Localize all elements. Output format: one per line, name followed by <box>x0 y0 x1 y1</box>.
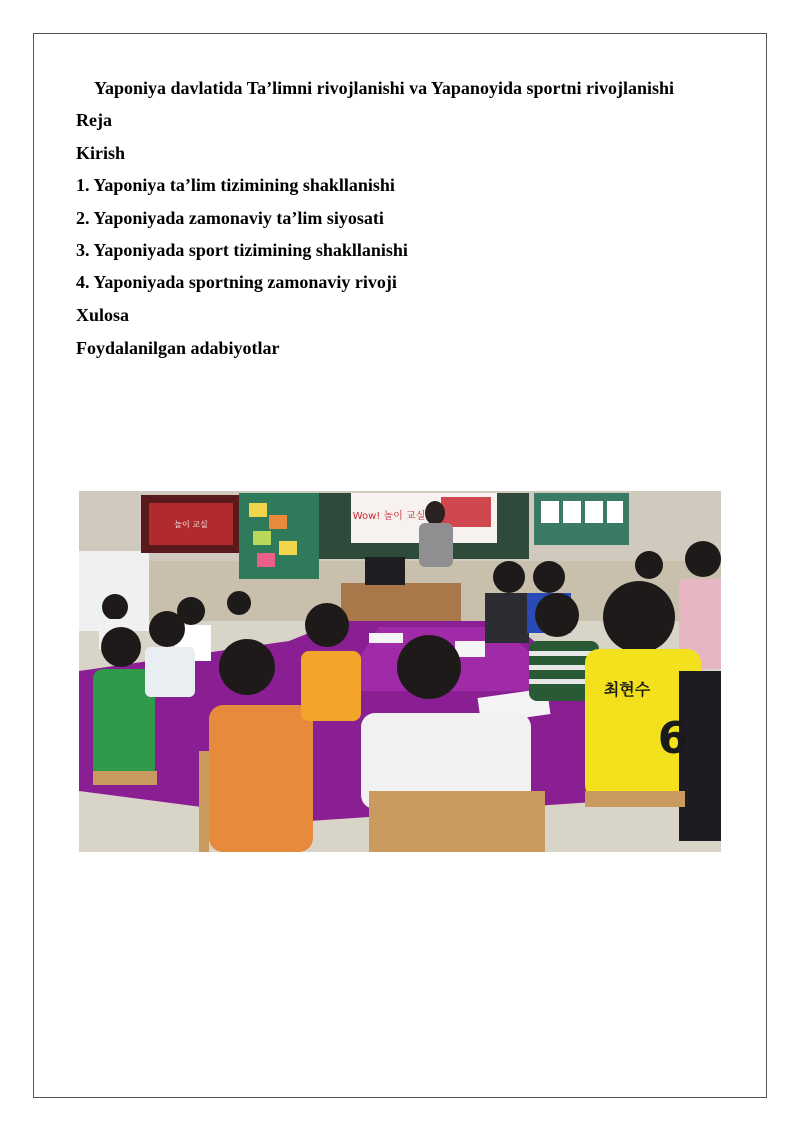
plan-item-3: 3. Yaponiyada sport tizimining shakllanishi <box>76 240 408 260</box>
plan-item-1: 1. Yaponiya ta’lim tizimining shakllanishi <box>76 175 395 195</box>
plan-heading: Reja <box>76 110 112 130</box>
plan-item-4: 4. Yaponiyada sportning zamonaviy rivoji <box>76 272 397 292</box>
plan-conclusion: Xulosa <box>76 305 130 325</box>
tv-text: 놀이 교실 <box>174 520 208 529</box>
document-title: Yaponiya davlatida Ta’limni rivojlanishi va Yapanoyida sportni rivojlanishi <box>94 78 674 98</box>
plan-references: Foydalanilgan adabiyotlar <box>76 338 280 358</box>
board-sign: Wow! 놀이 교실 <box>352 511 426 522</box>
plan-intro: Kirish <box>76 143 126 163</box>
plan-item-2: 2. Yaponiyada zamonaviy ta’lim siyosati <box>76 208 384 228</box>
classroom-photo <box>79 491 721 852</box>
jersey-name: 최현수 <box>603 680 651 699</box>
jersey-number: 6 <box>657 713 689 764</box>
